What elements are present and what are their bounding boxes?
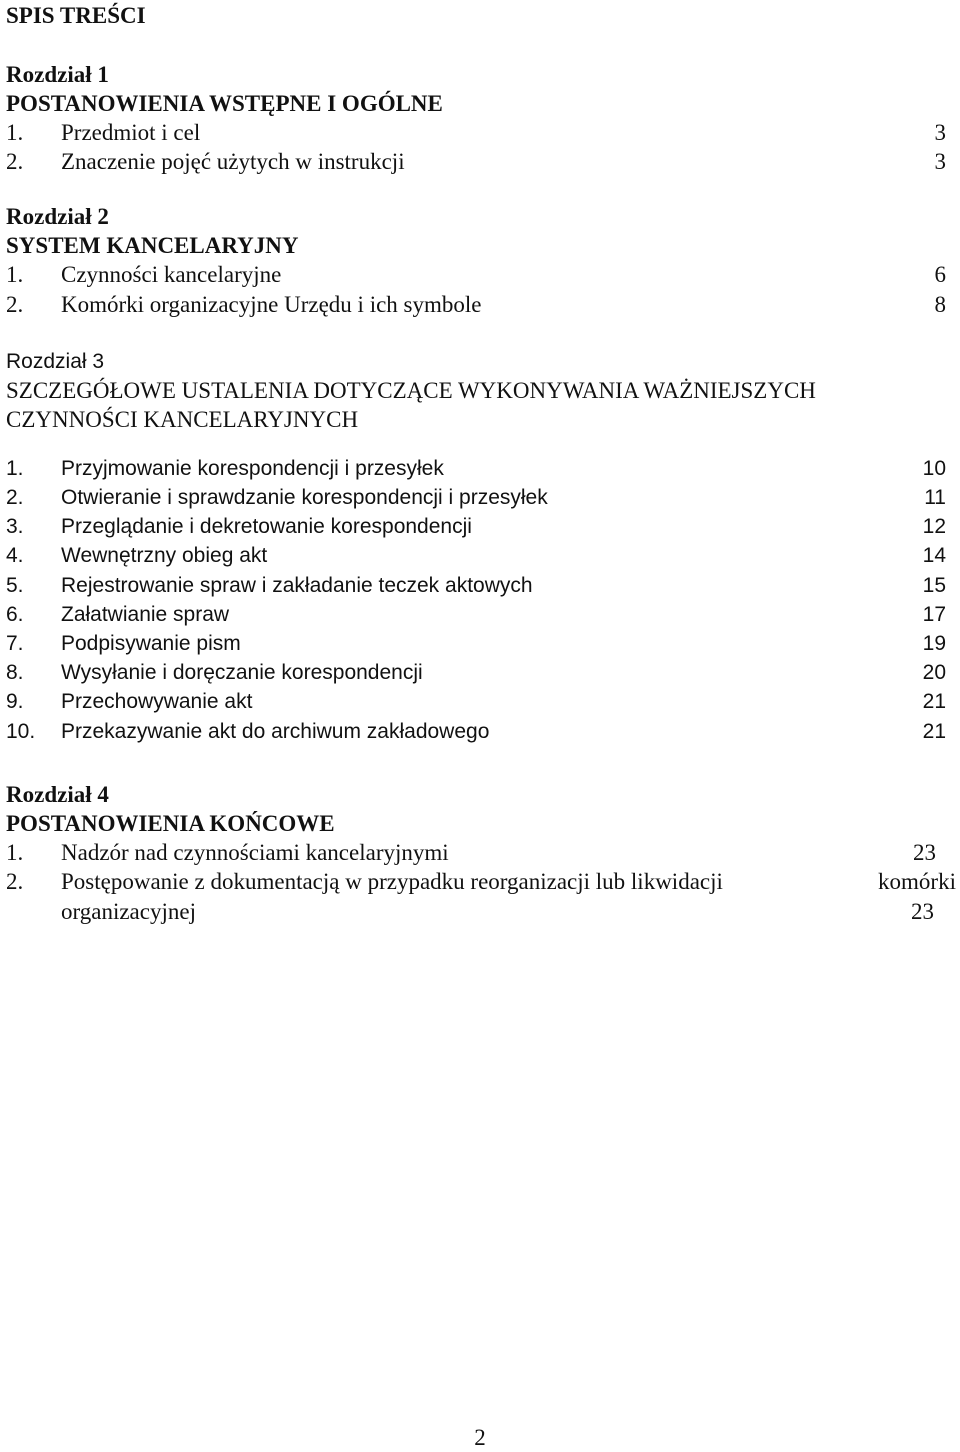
- table-of-contents: [6, 0, 956, 927]
- chapter-label: Rozdział 3: [6, 349, 105, 373]
- toc-entry-multiline[interactable]: [6, 867, 956, 927]
- entry-page: 15: [922, 573, 946, 597]
- entry-text: Komórki organizacyjne Urzędu i ich symbole: [61, 291, 482, 317]
- toc-entry[interactable]: [6, 629, 956, 658]
- entry-text: Postępowanie z dokumentacją w przypadku reorganizacji lub likwidacji: [61, 869, 723, 895]
- entry-line: [61, 897, 956, 927]
- chapter-title: POSTANOWIENIA KOŃCOWE: [6, 810, 335, 836]
- chapter-3: [6, 347, 956, 746]
- entry-list: [6, 838, 956, 867]
- entry-page: 23: [913, 839, 936, 865]
- entry-page: 20: [922, 661, 946, 685]
- entry-text: Wysyłanie i doręczanie korespondencji: [61, 661, 423, 685]
- toc-entry[interactable]: [6, 512, 956, 541]
- toc-entry[interactable]: [6, 260, 956, 289]
- entry-text: Przeglądanie i dekretowanie korespondencji: [61, 515, 472, 539]
- toc-entry[interactable]: [6, 600, 956, 629]
- chapter-2: [6, 202, 956, 318]
- entry-body: [61, 867, 956, 927]
- entry-number: 1.: [6, 456, 24, 480]
- chapter-title: SYSTEM KANCELARYJNY: [6, 233, 299, 259]
- toc-title: SPIS TREŚCI: [6, 3, 146, 28]
- entry-number: 1.: [6, 839, 24, 865]
- entry-number: 2.: [6, 149, 24, 175]
- chapter-title-line: CZYNNOŚCI KANCELARYJNYCH: [6, 406, 359, 432]
- entry-page: 8: [934, 291, 946, 317]
- entry-text: Przedmiot i cel: [61, 120, 201, 145]
- entry-text: Wewnętrzny obieg akt: [61, 544, 268, 568]
- spacer: [6, 434, 956, 454]
- entry-page: 12: [922, 515, 946, 539]
- entry-number: 3.: [6, 515, 24, 539]
- entry-list: [6, 454, 956, 746]
- entry-number: 2.: [6, 869, 24, 895]
- entry-page: 23: [911, 899, 934, 925]
- entry-page: 21: [922, 690, 946, 714]
- entry-page: 19: [922, 632, 946, 656]
- entry-text: Przekazywanie akt do archiwum zakładowego: [61, 719, 490, 743]
- entry-text: Nadzór nad czynnościami kancelaryjnymi: [61, 839, 449, 865]
- toc-entry[interactable]: [6, 118, 956, 147]
- entry-number: 2.: [6, 486, 24, 510]
- entry-page: 3: [934, 149, 946, 175]
- entry-page: 6: [934, 262, 946, 288]
- chapter-label: Rozdział 1: [6, 62, 109, 87]
- entry-text: Załatwianie spraw: [61, 602, 230, 626]
- entry-number: 10.: [6, 719, 36, 743]
- toc-entry[interactable]: [6, 454, 956, 483]
- entry-text: Otwieranie i sprawdzanie korespondencji i przesyłek: [61, 486, 548, 510]
- toc-entry[interactable]: [6, 541, 956, 570]
- entry-list: [6, 118, 956, 176]
- chapter-title: POSTANOWIENIA WSTĘPNE I OGÓLNE: [6, 91, 443, 116]
- entry-text: Czynności kancelaryjne: [61, 262, 282, 288]
- entry-page: 14: [922, 544, 946, 568]
- entry-text: Rejestrowanie spraw i zakładanie teczek aktowych: [61, 573, 533, 597]
- entry-page: 11: [924, 486, 946, 510]
- entry-list: [6, 260, 956, 318]
- entry-text: Przechowywanie akt: [61, 690, 253, 714]
- chapter-label: Rozdział 2: [6, 204, 109, 230]
- chapter-4: [6, 780, 956, 927]
- entry-text: Podpisywanie pism: [61, 632, 241, 656]
- toc-entry[interactable]: [6, 687, 956, 716]
- page-number: 2: [474, 1425, 486, 1450]
- entry-number: 1.: [6, 120, 24, 145]
- entry-line: [61, 867, 956, 897]
- entry-text: organizacyjnej: [61, 899, 196, 925]
- toc-entry[interactable]: [6, 717, 956, 746]
- entry-number: 6.: [6, 602, 24, 626]
- chapter-1: [6, 60, 956, 176]
- entry-text-end: komórki: [878, 869, 956, 895]
- toc-entry[interactable]: [6, 290, 956, 319]
- chapter-title-line: SZCZEGÓŁOWE USTALENIA DOTYCZĄCE WYKONYWANIA WAŻNIEJSZYCH: [6, 377, 816, 403]
- entry-number: 5.: [6, 573, 24, 597]
- entry-text: Przyjmowanie korespondencji i przesyłek: [61, 456, 444, 480]
- entry-number: 7.: [6, 632, 24, 656]
- entry-number: 1.: [6, 262, 24, 288]
- toc-entry[interactable]: [6, 571, 956, 600]
- entry-number: 4.: [6, 544, 24, 568]
- toc-entry[interactable]: [6, 658, 956, 687]
- toc-entry[interactable]: [6, 147, 956, 176]
- entry-text: Znaczenie pojęć użytych w instrukcji: [61, 149, 405, 175]
- chapter-title: [6, 376, 956, 434]
- entry-page: 17: [922, 602, 946, 626]
- entry-page: 3: [934, 120, 946, 145]
- toc-entry[interactable]: [6, 838, 956, 867]
- entry-page: 21: [922, 719, 946, 743]
- entry-number: 9.: [6, 690, 24, 714]
- entry-number: 2.: [6, 291, 24, 317]
- entry-number: 8.: [6, 661, 24, 685]
- chapter-label: Rozdział 4: [6, 781, 109, 807]
- entry-page: 10: [922, 456, 946, 480]
- toc-entry[interactable]: [6, 483, 956, 512]
